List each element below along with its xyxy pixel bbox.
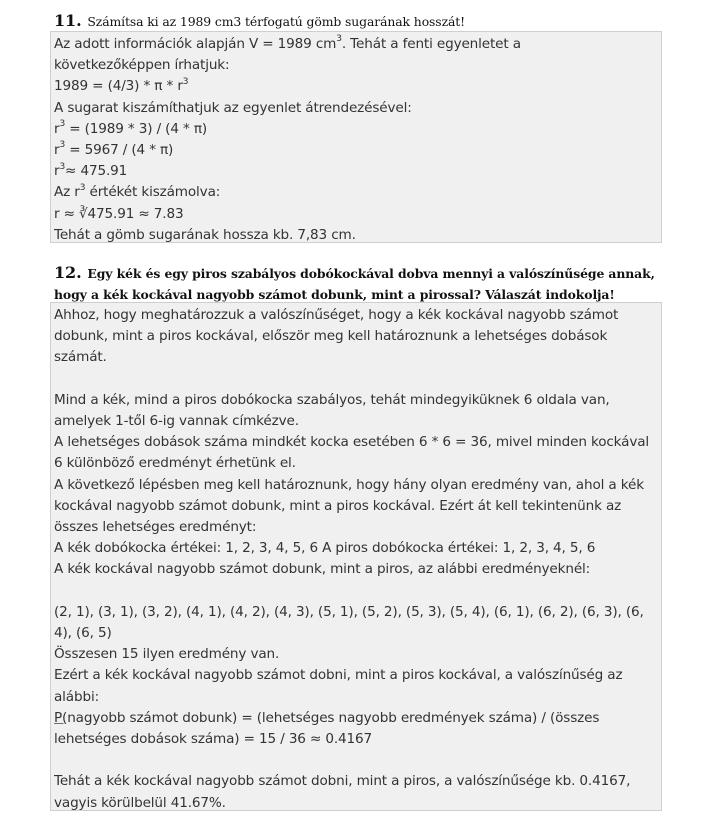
question-number: 12. <box>54 263 82 282</box>
question-number: 11. <box>54 11 82 30</box>
answer-line: Az adott információk alapján V = 1989 $cm^3$. Tehát a fenti egyenletet a <box>54 34 521 52</box>
answer-paragraph: A kék dobókocka értékei: 1, 2, 3, 4, 5, 6 A piros dobókocka értékei: 1, 2, 3, 4, 5, 6 <box>54 540 596 557</box>
answer-paragraph: Mind a kék, mind a piros dobókocka szabályos, tehát mindegyiküknek 6 oldala van, amelyek 1-től 6-ig vannak címkézve. <box>54 391 610 429</box>
answer-paragraph: Tehát a kék kockával nagyobb számot dobni, mint a piros, a valószínűsége kb. 0.4167, vagyis körülbelül 41.67%. <box>54 773 631 811</box>
answer-line: Az $r^3$ értékét kiszámolva: <box>54 182 221 201</box>
question-text: Számítsa ki az 1989 cm3 térfogatú gömb sugarának hosszát! <box>87 14 466 29</box>
answer-paragraph: A kék kockával nagyobb számot dobunk, mint a piros, az alábbi eredményeknél: <box>54 561 591 578</box>
probability-symbol: P( <box>54 709 68 726</box>
answer-line: A sugarat kiszámíthatjuk az egyenlet átrendezésével: <box>54 99 412 116</box>
answer-paragraph: Ahhoz, hogy meghatározzuk a valószínűséget, hogy a kék kockával nagyobb számot dobunk, mint a piros kockával, először meg kell határoznunk a lehetséges dobások számát. <box>54 307 619 366</box>
answer-line: $r^3\approx 475.91$ <box>54 161 128 180</box>
answer-11-box <box>50 31 662 243</box>
answer-paragraph: Összesen 15 ilyen eredmény van. <box>54 646 280 663</box>
answer-line: Tehát a gömb sugarának hossza kb. 7,83 cm. <box>54 226 356 243</box>
answer-12-box <box>50 302 662 811</box>
question-11-title <box>54 11 664 30</box>
question-12-title <box>54 262 664 305</box>
answer-line: $r^3 = (1989 * 3) / (4 * \pi)$ <box>54 119 208 137</box>
answer-paragraph: A következő lépésben meg kell határoznunk, hogy hány olyan eredmény van, ahol a kék kockával nagyobb számot dobunk, mint a piros kockával. Ezért át kell tekintenünk az összes lehetséges eredményt: <box>54 476 644 536</box>
answer-line: következőképpen írhatjuk: <box>54 57 230 74</box>
answer-paragraph: (2, 1), (3, 1), (3, 2), (4, 1), (4, 2), (4, 3), (5, 1), (5, 2), (5, 3), (5, 4), (6, 1), (6, 2), (6, 3), (6, 4), (6, 5) <box>54 603 644 642</box>
answer-paragraph: Ezért a kék kockával nagyobb számot dobni, mint a piros kockával, a valószínűség az alábbi: <box>54 667 623 705</box>
answer-paragraph: A lehetséges dobások száma mindkét kocka esetében 6 * 6 = 36, mivel minden kockával 6 különböző eredményt érhetünk el. <box>54 434 650 472</box>
answer-paragraph: P(nagyobb számot dobunk) = (lehetséges nagyobb eredmények száma) / (összes lehetséges dobások száma) = 15 / 36 ≈ 0.4167 <box>54 709 600 748</box>
answer-line: r ≈ ∛475.91 ≈ 7.83 <box>54 205 184 222</box>
answer-line: $1989 = (4/3) * \pi * r^3$ <box>54 76 189 95</box>
answer-line: $r^3 = 5967 / (4 * \pi)$ <box>54 140 174 159</box>
question-text: Egy kék és egy piros szabályos dobókockával dobva mennyi a valószínűsége annak, hogy a kék kockával nagyobb számot dobunk, mint a pirossal? Válaszát indokolja! <box>54 266 655 302</box>
